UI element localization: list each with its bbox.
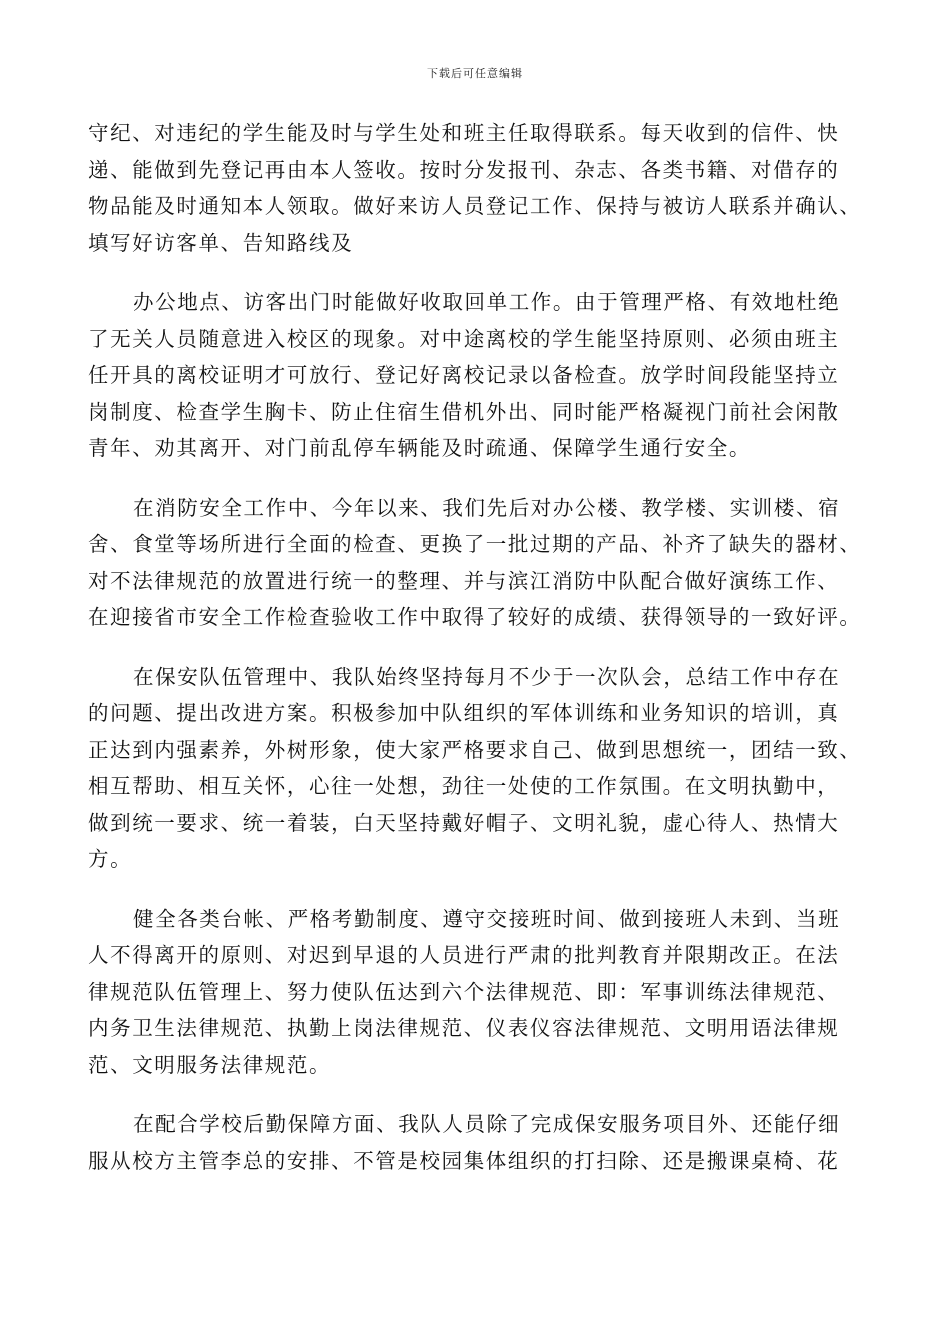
text-line: 内务卫生法律规范、执勤上岗法律规范、仪表仪容法律规范、文明用语法律规 <box>88 1016 840 1040</box>
text-line: 做到统一要求、统一着装，白天坚持戴好帽子、文明礼貌，虚心待人、热情大 <box>88 810 840 835</box>
text-line: 在配合学校后勤保障方面、我队人员除了完成保安服务项目外、还能仔细 <box>133 1112 841 1136</box>
paragraph <box>88 490 863 636</box>
document-body <box>88 115 863 1202</box>
text-line: 在消防安全工作中、今年以来、我们先后对办公楼、教学楼、实训楼、宿 <box>133 495 841 520</box>
text-line: 正达到内强素养，外树形象，使大家严格要求自己、做到思想统一，团结一致、 <box>88 737 862 762</box>
text-line: 人不得离开的原则、对迟到早退的人员进行严肃的批判教育并限期改正。在法 <box>88 943 840 967</box>
paragraph <box>88 901 863 1084</box>
text-line: 任开具的离校证明才可放行、登记好离校记录以备检查。放学时间段能坚持立 <box>88 363 840 387</box>
text-line: 的问题、提出改进方案。积极参加中队组织的军体训练和业务知识的培训，真 <box>88 701 840 725</box>
text-line: 对不法律规范的放置进行统一的整理、并与滨江消防中队配合做好演练工作、 <box>88 568 840 593</box>
text-line: 了无关人员随意进入校区的现象。对中途离校的学生能坚持原则、必须由班主 <box>88 326 840 351</box>
text-line: 律规范队伍管理上、努力使队伍达到六个法律规范、即：军事训练法律规范、 <box>88 979 840 1004</box>
text-line: 服从校方主管李总的安排、不管是校园集体组织的打扫除、还是搬课桌椅、花 <box>88 1148 840 1173</box>
text-line: 递、能做到先登记再由本人签收。按时分发报刊、杂志、各类书籍、对借存的 <box>88 157 840 182</box>
text-line: 在迎接省市安全工作检查验收工作中取得了较好的成绩、获得领导的一致好评。 <box>88 605 862 629</box>
paragraph <box>88 659 863 878</box>
text-line: 填写好访客单、告知路线及 <box>88 230 354 255</box>
text-line: 舍、食堂等场所进行全面的检查、更换了一批过期的产品、补齐了缺失的器材、 <box>88 532 862 556</box>
paragraph <box>88 115 863 261</box>
paragraph <box>88 1106 863 1179</box>
page-header: 下载后可任意编辑 <box>427 67 523 80</box>
text-line: 范、文明服务法律规范。 <box>88 1052 332 1077</box>
text-line: 青年、劝其离开、对门前乱停车辆能及时疏通、保障学生通行安全。 <box>88 436 751 460</box>
text-line: 健全各类台帐、严格考勤制度、遵守交接班时间、做到接班人未到、当班 <box>133 906 841 931</box>
text-line: 相互帮助、相互关怀，心往一处想，劲往一处使的工作氛围。在文明执勤中， <box>88 774 840 798</box>
text-line: 方。 <box>88 847 133 871</box>
text-line: 岗制度、检查学生胸卡、防止住宿生借机外出、同时能严格凝视门前社会闲散 <box>88 399 840 424</box>
paragraph <box>88 284 863 467</box>
text-line: 守纪、对违纪的学生能及时与学生处和班主任取得联系。每天收到的信件、快 <box>88 121 840 145</box>
text-line: 办公地点、访客出门时能做好收取回单工作。由于管理严格、有效地杜绝 <box>133 290 841 314</box>
text-line: 在保安队伍管理中、我队始终坚持每月不少于一次队会，总结工作中存在 <box>133 664 841 689</box>
text-line: 物品能及时通知本人领取。做好来访人员登记工作、保持与被访人联系并确认、 <box>88 194 862 218</box>
